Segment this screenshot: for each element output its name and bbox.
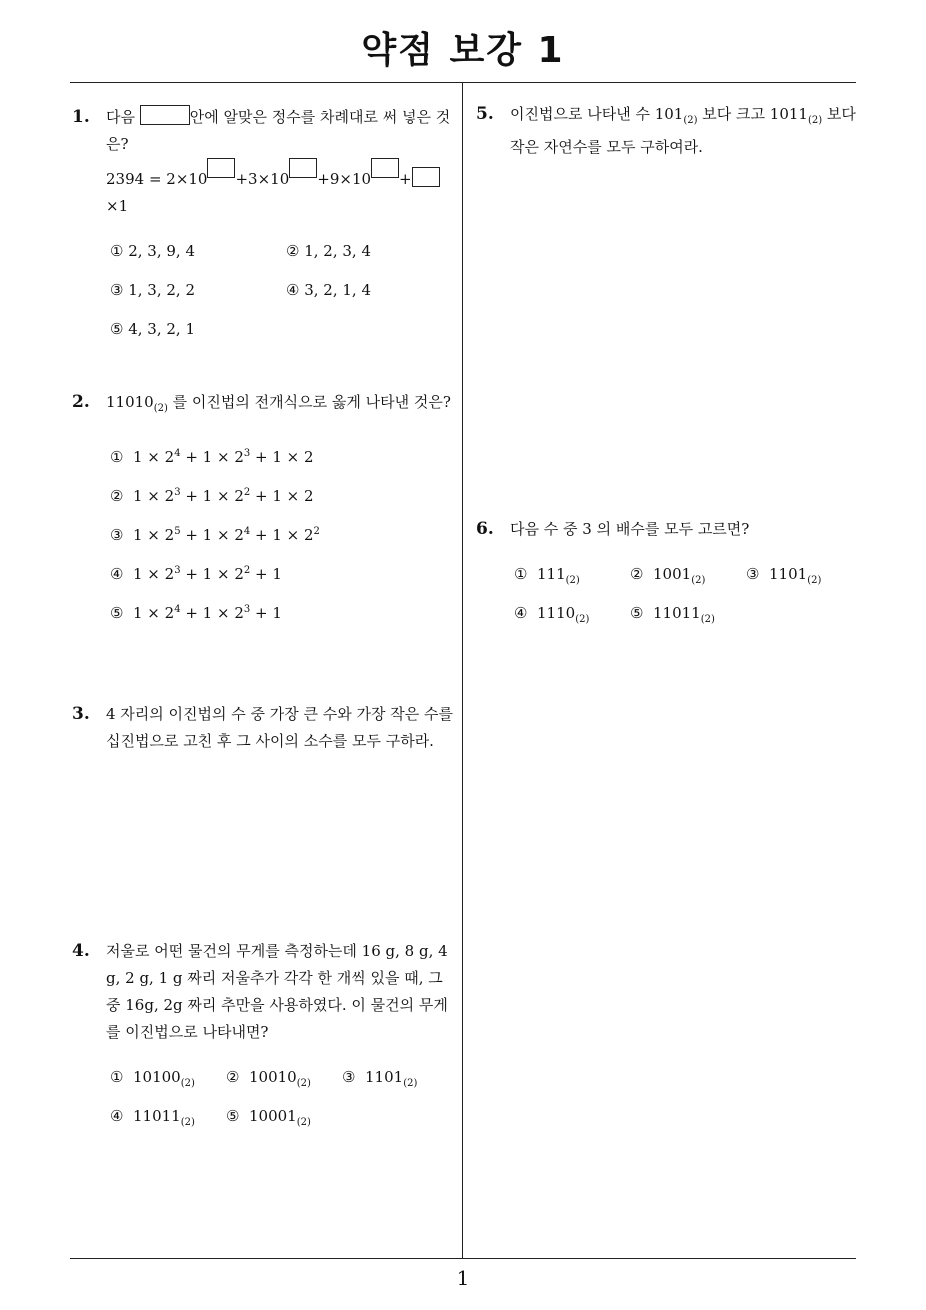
equation xyxy=(106,158,458,220)
option-mark: ② xyxy=(630,565,644,583)
question-number: 1. xyxy=(72,107,90,127)
binary-number: 1001 xyxy=(653,565,692,583)
question-number: 6. xyxy=(476,519,494,539)
question-text-part: 보다 작은 자연수를 모두 구하여라. xyxy=(510,105,856,156)
option-term: + 1 × 2 xyxy=(180,448,244,466)
option-exponent: 4 xyxy=(174,604,181,615)
answer-blank-box xyxy=(207,158,235,178)
answer-option[interactable] xyxy=(630,555,746,594)
option-term: 1 × 2 xyxy=(133,565,175,583)
answer-options xyxy=(110,1058,458,1136)
answer-option[interactable] xyxy=(110,1097,226,1136)
binary-number: 11011 xyxy=(653,604,701,622)
equation-part: +9×10 xyxy=(317,170,372,188)
equation-part: 2394 = 2×10 xyxy=(106,170,208,188)
option-exponent: 3 xyxy=(243,448,251,459)
answer-blank-box xyxy=(412,167,440,187)
option-term: + 1 × 2 xyxy=(180,526,244,544)
page-number: 1 xyxy=(456,1266,470,1290)
option-mark: ⑤ xyxy=(630,604,644,622)
option-exponent: 3 xyxy=(174,487,181,498)
option-mark: ① xyxy=(110,1068,124,1086)
answer-options xyxy=(514,555,862,633)
answer-blank-box xyxy=(289,158,317,178)
question-number: 5. xyxy=(476,104,494,124)
question-text xyxy=(510,101,862,161)
equation-part: + xyxy=(399,170,412,188)
option-term: + 1 × 2 xyxy=(180,487,244,505)
base-subscript: (2) xyxy=(700,614,715,625)
base-subscript: (2) xyxy=(691,575,706,586)
binary-number: 1011 xyxy=(769,105,808,123)
option-term: 1 × 2 xyxy=(133,448,175,466)
answer-options xyxy=(110,232,458,349)
base-subscript: (2) xyxy=(807,575,822,586)
option-exponent: 4 xyxy=(243,526,251,537)
binary-number: 11010 xyxy=(106,393,154,411)
base-subscript: (2) xyxy=(403,1078,418,1089)
binary-number: 1101 xyxy=(769,565,808,583)
option-exponent: 5 xyxy=(174,526,181,537)
base-subscript: (2) xyxy=(296,1078,311,1089)
question-text: 다음 수 중 3 의 배수를 모두 고르면? xyxy=(510,520,750,538)
option-term: + 1 × 2 xyxy=(250,448,314,466)
binary-number: 11011 xyxy=(133,1107,181,1125)
answer-option[interactable] xyxy=(110,473,458,512)
question-text-part: 를 이진법의 전개식으로 옳게 나타낸 것은? xyxy=(167,393,451,411)
answer-option[interactable] xyxy=(110,551,458,590)
answer-blank-box xyxy=(140,105,190,125)
option-term: + 1 × 2 xyxy=(250,526,314,544)
question-number: 2. xyxy=(72,392,90,412)
answer-blank-box xyxy=(371,158,399,178)
equation-part: +3×10 xyxy=(235,170,290,188)
option-term: 1 × 2 xyxy=(133,487,175,505)
option-mark: ② xyxy=(110,487,124,505)
option-term: 1 × 2 xyxy=(133,526,175,544)
option-exponent: 3 xyxy=(243,604,251,615)
answer-option[interactable] xyxy=(514,594,630,633)
option-term: 1 × 2 xyxy=(133,604,175,622)
option-mark: ③ xyxy=(342,1068,356,1086)
option-term: + 1 × 2 xyxy=(250,487,314,505)
option-exponent: 4 xyxy=(174,448,181,459)
question-text: 4 자리의 이진법의 수 중 가장 큰 수와 가장 작은 수를 십진법으로 고친 후 그 사이의 소수를 모두 구하라. xyxy=(106,705,454,750)
option-term: + 1 xyxy=(250,565,282,583)
answer-option[interactable] xyxy=(110,434,458,473)
binary-number: 101 xyxy=(654,105,684,123)
option-mark: ④ xyxy=(514,604,528,622)
question-text xyxy=(106,389,458,422)
question-5 xyxy=(476,101,862,161)
option-mark: ③ xyxy=(746,565,760,583)
option-term: + 1 × 2 xyxy=(180,604,244,622)
base-subscript: (2) xyxy=(565,575,580,586)
option-exponent: 2 xyxy=(313,526,320,537)
answer-option[interactable] xyxy=(746,555,862,594)
option-mark: ① xyxy=(514,565,528,583)
question-4 xyxy=(72,938,458,1136)
question-text-part: 보다 크고 xyxy=(697,105,770,123)
option-term: + 1 xyxy=(250,604,282,622)
base-subscript: (2) xyxy=(683,115,698,126)
answer-option[interactable] xyxy=(110,590,458,629)
answer-option[interactable] xyxy=(110,1058,226,1097)
question-text-part: 이진법으로 나타낸 수 xyxy=(510,105,655,123)
binary-number: 10001 xyxy=(249,1107,297,1125)
option-exponent: 2 xyxy=(243,487,251,498)
answer-option[interactable]: ② 1, 2, 3, 4 xyxy=(286,242,371,260)
binary-number: 10010 xyxy=(249,1068,297,1086)
answer-option[interactable] xyxy=(630,594,746,633)
question-text-part: 다음 xyxy=(106,108,135,126)
page-title: 약점 보강 1 xyxy=(361,30,565,71)
question-text: 저울로 어떤 물건의 무게를 측정하는데 16 g, 8 g, 4 g, 2 g, 1 g 짜리 저울추가 각각 한 개씩 있을 때, 그 중 16g, 2g 짜리 추만을 사용하였다. 이 물건의 무게를 이진법으로 나타내면? xyxy=(106,942,448,1041)
answer-option[interactable] xyxy=(226,1097,342,1136)
question-2 xyxy=(72,389,458,629)
answer-options xyxy=(110,434,458,629)
top-divider xyxy=(70,82,856,83)
answer-option[interactable]: ③ 1, 3, 2, 2 xyxy=(110,281,195,299)
answer-option[interactable]: ① 2, 3, 9, 4 xyxy=(110,242,195,260)
answer-option[interactable] xyxy=(342,1058,458,1097)
base-subscript: (2) xyxy=(807,115,823,126)
base-subscript: (2) xyxy=(153,403,168,414)
answer-option[interactable] xyxy=(110,512,458,551)
question-6 xyxy=(476,516,862,633)
option-mark: ③ xyxy=(110,526,124,544)
question-number: 4. xyxy=(72,941,90,961)
option-mark: ⑤ xyxy=(226,1107,240,1125)
option-exponent: 3 xyxy=(174,565,181,576)
bottom-divider xyxy=(70,1258,856,1259)
question-3 xyxy=(72,701,458,755)
binary-number: 1110 xyxy=(537,604,576,622)
equation-part: ×1 xyxy=(106,197,129,215)
binary-number: 111 xyxy=(537,565,566,583)
base-subscript: (2) xyxy=(296,1117,311,1128)
base-subscript: (2) xyxy=(180,1117,195,1128)
option-exponent: 2 xyxy=(243,565,251,576)
option-mark: ④ xyxy=(110,1107,124,1125)
option-mark: ⑤ xyxy=(110,604,124,622)
option-mark: ① xyxy=(110,448,124,466)
answer-option[interactable] xyxy=(226,1058,342,1097)
question-text-part: 안에 알맞은 정수를 차례대로 써 넣은 것은? xyxy=(106,108,451,153)
base-subscript: (2) xyxy=(575,614,590,625)
binary-number: 10100 xyxy=(133,1068,181,1086)
binary-number: 1101 xyxy=(365,1068,404,1086)
question-1 xyxy=(72,104,458,349)
answer-option[interactable]: ④ 3, 2, 1, 4 xyxy=(286,281,371,299)
answer-option[interactable]: ⑤ 4, 3, 2, 1 xyxy=(110,320,195,338)
option-mark: ④ xyxy=(110,565,124,583)
option-term: + 1 × 2 xyxy=(180,565,244,583)
question-text xyxy=(106,104,458,158)
option-mark: ② xyxy=(226,1068,240,1086)
column-divider xyxy=(462,83,463,1258)
question-number: 3. xyxy=(72,704,90,724)
answer-option[interactable] xyxy=(514,555,630,594)
base-subscript: (2) xyxy=(180,1078,195,1089)
